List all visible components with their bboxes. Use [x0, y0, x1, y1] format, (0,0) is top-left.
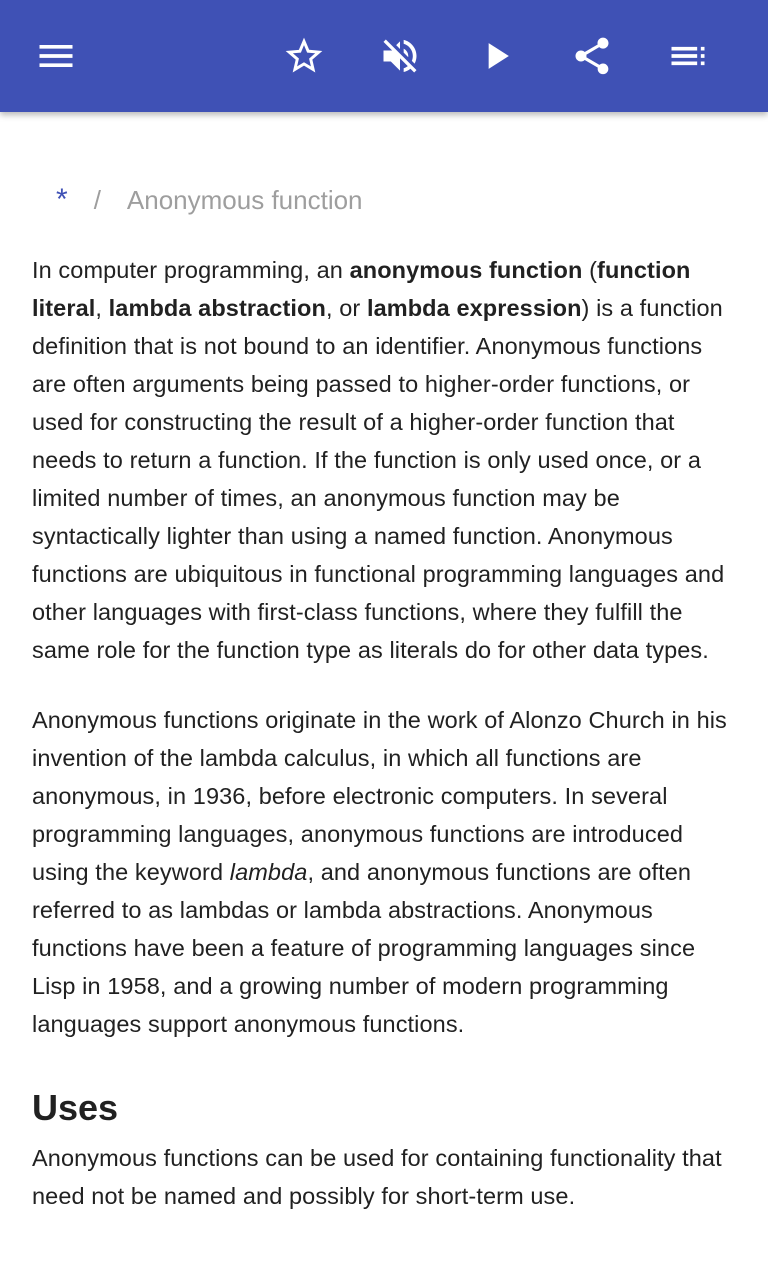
breadcrumb-current: Anonymous function [126, 184, 363, 215]
menu-icon [34, 34, 78, 78]
text-run: ( [582, 257, 598, 283]
play-button[interactable] [460, 20, 532, 92]
bold-term: function literal [32, 257, 691, 321]
bold-term: lambda expression [366, 295, 582, 321]
app-toolbar [0, 0, 768, 112]
bold-term: lambda abstraction [108, 295, 326, 321]
star-outline-icon [282, 34, 326, 78]
italic-term: lambda [229, 859, 308, 885]
breadcrumb [32, 180, 736, 220]
share-icon [570, 34, 614, 78]
article-paragraph [32, 701, 736, 1043]
breadcrumb-home-link[interactable]: * [56, 183, 68, 216]
text-run: In computer programming, an [32, 257, 350, 283]
text-run: , [95, 295, 109, 321]
menu-button[interactable] [20, 20, 92, 92]
text-run: , or [325, 295, 367, 321]
text-run: ) is a function definition that is not bound to an identifier. Anonymous functions are often arguments being passed to higher-order functions, or used for constructing the result of a higher-order function that needs to return a function. If the function is only used once, or a limited number of times, an anonymous function may be syntactically lighter than using a named function. Anonymous functions are ubiquitous in functional programming languages and other languages with first-class functions, where they fulfill the same role for the function type as literals do for other data types. [32, 295, 725, 663]
share-button[interactable] [556, 20, 628, 92]
bold-term: anonymous function [349, 257, 583, 283]
article-paragraph [32, 251, 736, 669]
section-heading: Uses [32, 1087, 119, 1128]
text-run: Anonymous functions originate in the work of Alonzo Church in his invention of the lambda calculus, in which all functions are anonymous, in 1936, before electronic computers. In several programming languages, anonymous functions are introduced using the keyword [32, 707, 727, 885]
article-body [32, 251, 736, 1215]
contents-button[interactable] [652, 20, 724, 92]
text-run: , and anonymous functions are often referred to as lambdas or lambda abstractions. Anonymous functions have been a feature of programming languages since Lisp in 1958, and a growing number of modern programming languages support anonymous functions. [32, 859, 696, 1037]
favorite-button[interactable] [268, 20, 340, 92]
breadcrumb-separator: / [93, 184, 101, 215]
table-of-contents-icon [666, 34, 710, 78]
play-icon [474, 34, 518, 78]
article-paragraph: Anonymous functions can be used for containing functionality that need not be named and possibly for short-term use. [32, 1145, 722, 1209]
article-content [32, 112, 736, 1215]
mute-button[interactable] [364, 20, 436, 92]
volume-off-icon [378, 34, 422, 78]
